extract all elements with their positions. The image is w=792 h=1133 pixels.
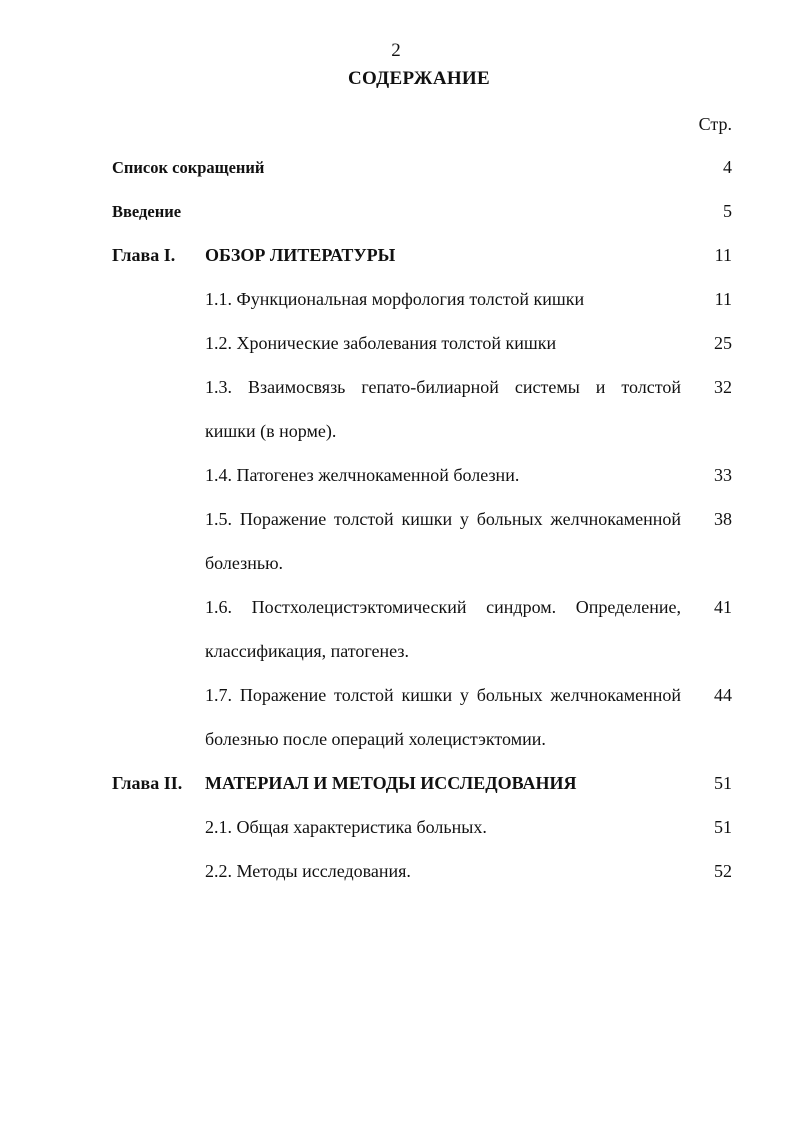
chapter-1-title: ОБЗОР ЛИТЕРАТУРЫ — [205, 245, 396, 265]
section-1-6-line-2: классификация, патогенез. — [205, 641, 410, 661]
section-1-1: 1.1. Функциональная морфология толстой кишки — [205, 289, 585, 309]
section-1-3-line-1: 1.3. Взаимосвязь гепато-билиарной системы и толстой — [205, 377, 681, 397]
page-title: СОДЕРЖАНИЕ — [348, 68, 490, 89]
section-1-5-line-1: 1.5. Поражение толстой кишки у больных желчнокаменной — [205, 509, 681, 529]
chapter-1-label: Глава I. — [112, 245, 176, 265]
section-1-2: 1.2. Хронические заболевания толстой кишки — [205, 333, 557, 353]
page-column-header: Стр. — [698, 114, 732, 134]
section-1-1-page: 11 — [714, 289, 732, 309]
section-1-3-page: 32 — [714, 377, 732, 397]
toc-item-introduction-page: 5 — [723, 201, 732, 221]
section-2-2: 2.2. Методы исследования. — [205, 861, 411, 881]
section-2-1: 2.1. Общая характеристика больных. — [205, 817, 487, 837]
toc-item-abbreviations-page: 4 — [723, 157, 732, 177]
section-1-5-page: 38 — [714, 509, 732, 529]
page-number: 2 — [391, 40, 401, 61]
section-1-2-page: 25 — [714, 333, 732, 353]
chapter-2-title: МАТЕРИАЛ И МЕТОДЫ ИССЛЕДОВАНИЯ — [205, 773, 577, 793]
section-1-4-page: 33 — [714, 465, 732, 485]
section-1-6-line-1: 1.6. Постхолецистэктомический синдром. Определение, — [205, 597, 681, 617]
section-1-5-line-2: болезнью. — [205, 553, 284, 573]
section-2-1-page: 51 — [714, 817, 732, 837]
toc-item-introduction: Введение — [112, 202, 182, 221]
section-1-7-line-2: болезнью после операций холецистэктомии. — [205, 729, 546, 749]
section-1-4: 1.4. Патогенез желчнокаменной болезни. — [205, 465, 520, 485]
section-1-3-line-2: кишки (в норме). — [205, 421, 337, 441]
chapter-2-page: 51 — [714, 773, 732, 793]
section-1-7-line-1: 1.7. Поражение толстой кишки у больных желчнокаменной — [205, 685, 681, 705]
chapter-2-label: Глава II. — [112, 773, 183, 793]
section-1-7-page: 44 — [714, 685, 732, 705]
chapter-1-page: 11 — [714, 245, 732, 265]
toc-item-abbreviations: Список сокращений — [112, 158, 265, 177]
section-1-6-page: 41 — [714, 597, 732, 617]
section-2-2-page: 52 — [714, 861, 732, 881]
